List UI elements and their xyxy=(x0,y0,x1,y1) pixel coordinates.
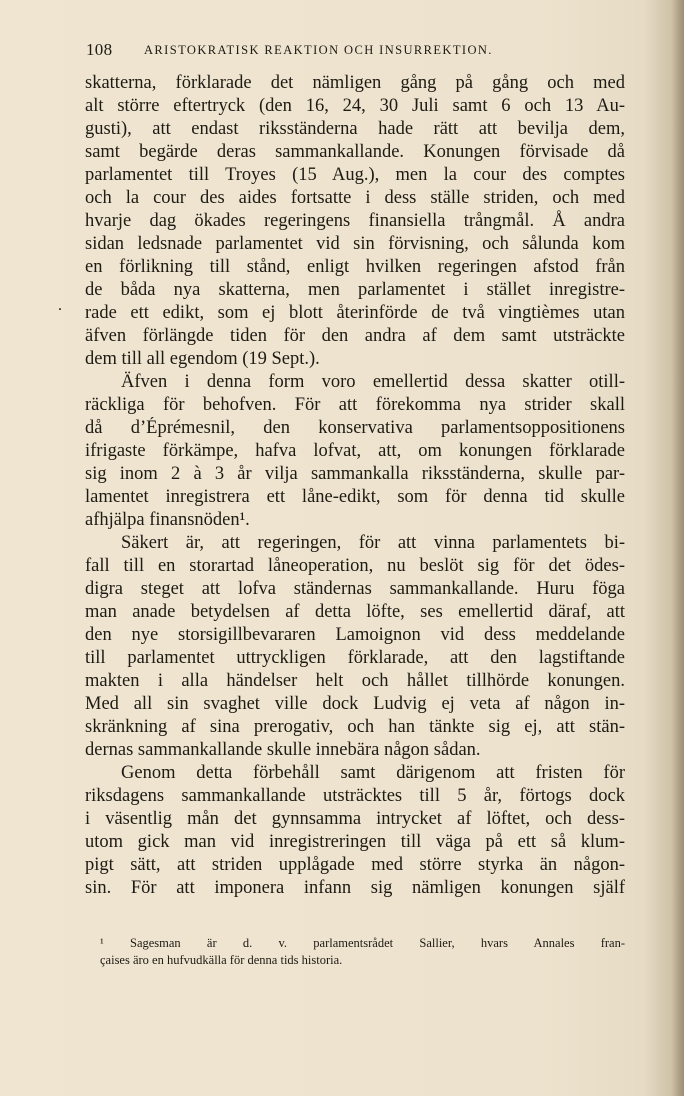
text-line: makten i alla händelser helt och hållet tillhörde konungen. xyxy=(85,671,625,691)
text-line: skränkning af sina prerogativ, och han tänkte sig ej, att stän- xyxy=(85,717,625,737)
footnote-line: çaises äro en hufvudkälla för denna tids historia. xyxy=(100,953,343,967)
text-line: rade ett edikt, som ej blott återinförde de två vingtièmes utan xyxy=(85,303,625,323)
running-title: ARISTOKRATISK REAKTION OCH INSURREKTION. xyxy=(144,43,493,57)
footnote-line: ¹ Sagesman är d. v. parlamentsrådet Sallier, hvars Annales fran- xyxy=(100,936,625,950)
text-line: räckliga för behofven. För att förekomma nya strider skall xyxy=(85,395,625,415)
text-line: sin. För att imponera infann sig nämligen konungen själf xyxy=(85,878,625,898)
text-line: ifrigaste förkämpe, hafva lofvat, att, om konungen förklarade xyxy=(85,441,625,461)
page-header xyxy=(86,40,656,62)
text-line: den nye storsigillbevararen Lamoignon vid dess meddelande xyxy=(85,625,625,645)
text-line: i väsentlig mån det gynnsamma intrycket af löftet, och dess- xyxy=(85,809,625,829)
text-line: en förlikning till stånd, enligt hvilken regeringen afstod från xyxy=(85,257,625,277)
text-line: lamentet inregistrera ett låne-edikt, som för denna tid skulle xyxy=(85,487,625,507)
text-line: dem till all egendom (19 Sept.). xyxy=(85,349,320,369)
text-line: afhjälpa finansnöden¹. xyxy=(85,510,250,530)
text-line: hvarje dag ökades regeringens finansiella trångmål. Å andra xyxy=(85,211,625,231)
text-line: gusti), att endast riksständerna hade rätt att bevilja dem, xyxy=(85,119,625,139)
text-line: skatterna, förklarade det nämligen gång på gång och med xyxy=(85,73,625,93)
text-line: då d’Éprémesnil, den konservativa parlamentsoppositionens xyxy=(85,418,625,438)
text-line: sidan ledsnade parlamentet vid sin förvisning, och sålunda kom xyxy=(85,234,625,254)
text-line: alt större eftertryck (den 16, 24, 30 Juli samt 6 och 13 Au- xyxy=(85,96,625,116)
text-line: riksdagens sammankallande utsträcktes till 5 år, förtogs dock xyxy=(85,786,625,806)
text-line: och la cour des aides fortsatte i dess ställe striden, och med xyxy=(85,188,625,208)
text-line: digra steget att lofva ständernas sammankallande. Huru föga xyxy=(85,579,625,599)
body-text xyxy=(85,72,625,900)
text-line: Säkert är, att regeringen, för att vinna parlamentets bi- xyxy=(121,533,625,553)
text-line: utom gick man vid inregistreringen till väga på ett så klum- xyxy=(85,832,625,852)
footnotes xyxy=(100,935,625,969)
text-line: äfven förlängde tiden för den andra af dem samt utsträckte xyxy=(85,326,625,346)
text-line: pigt sätt, att striden upplågade med större styrka än någon- xyxy=(85,855,625,875)
text-line: Med all sin svaghet ville dock Ludvig ej veta af någon in- xyxy=(85,694,625,714)
text-line: de båda nya skatterna, men parlamentet i stället inregistre- xyxy=(85,280,625,300)
text-line: Äfven i denna form voro emellertid dessa skatter otill- xyxy=(121,372,625,392)
text-line: fall till en storartad låneoperation, nu beslöt sig för det ödes- xyxy=(85,556,625,576)
text-line: parlamentet till Troyes (15 Aug.), men la cour des comptes xyxy=(85,165,625,185)
page-edge-shadow xyxy=(672,0,684,1096)
text-line: man anade betydelsen af detta löfte, ses emellertid däraf, att xyxy=(85,602,625,622)
text-line: sig inom 2 à 3 år vilja sammankalla riksständerna, skulle par- xyxy=(85,464,625,484)
text-line: samt begärde deras sammankallande. Konungen förvisade då xyxy=(85,142,625,162)
text-line: till parlamentet uttryckligen förklarade, att den lagstiftande xyxy=(85,648,625,668)
page-number: 108 xyxy=(86,40,113,59)
text-line: dernas sammankallande skulle innebära någon sådan. xyxy=(85,740,481,760)
text-line: Genom detta förbehåll samt därigenom att fristen för xyxy=(121,763,625,783)
margin-mark: . xyxy=(58,297,62,314)
